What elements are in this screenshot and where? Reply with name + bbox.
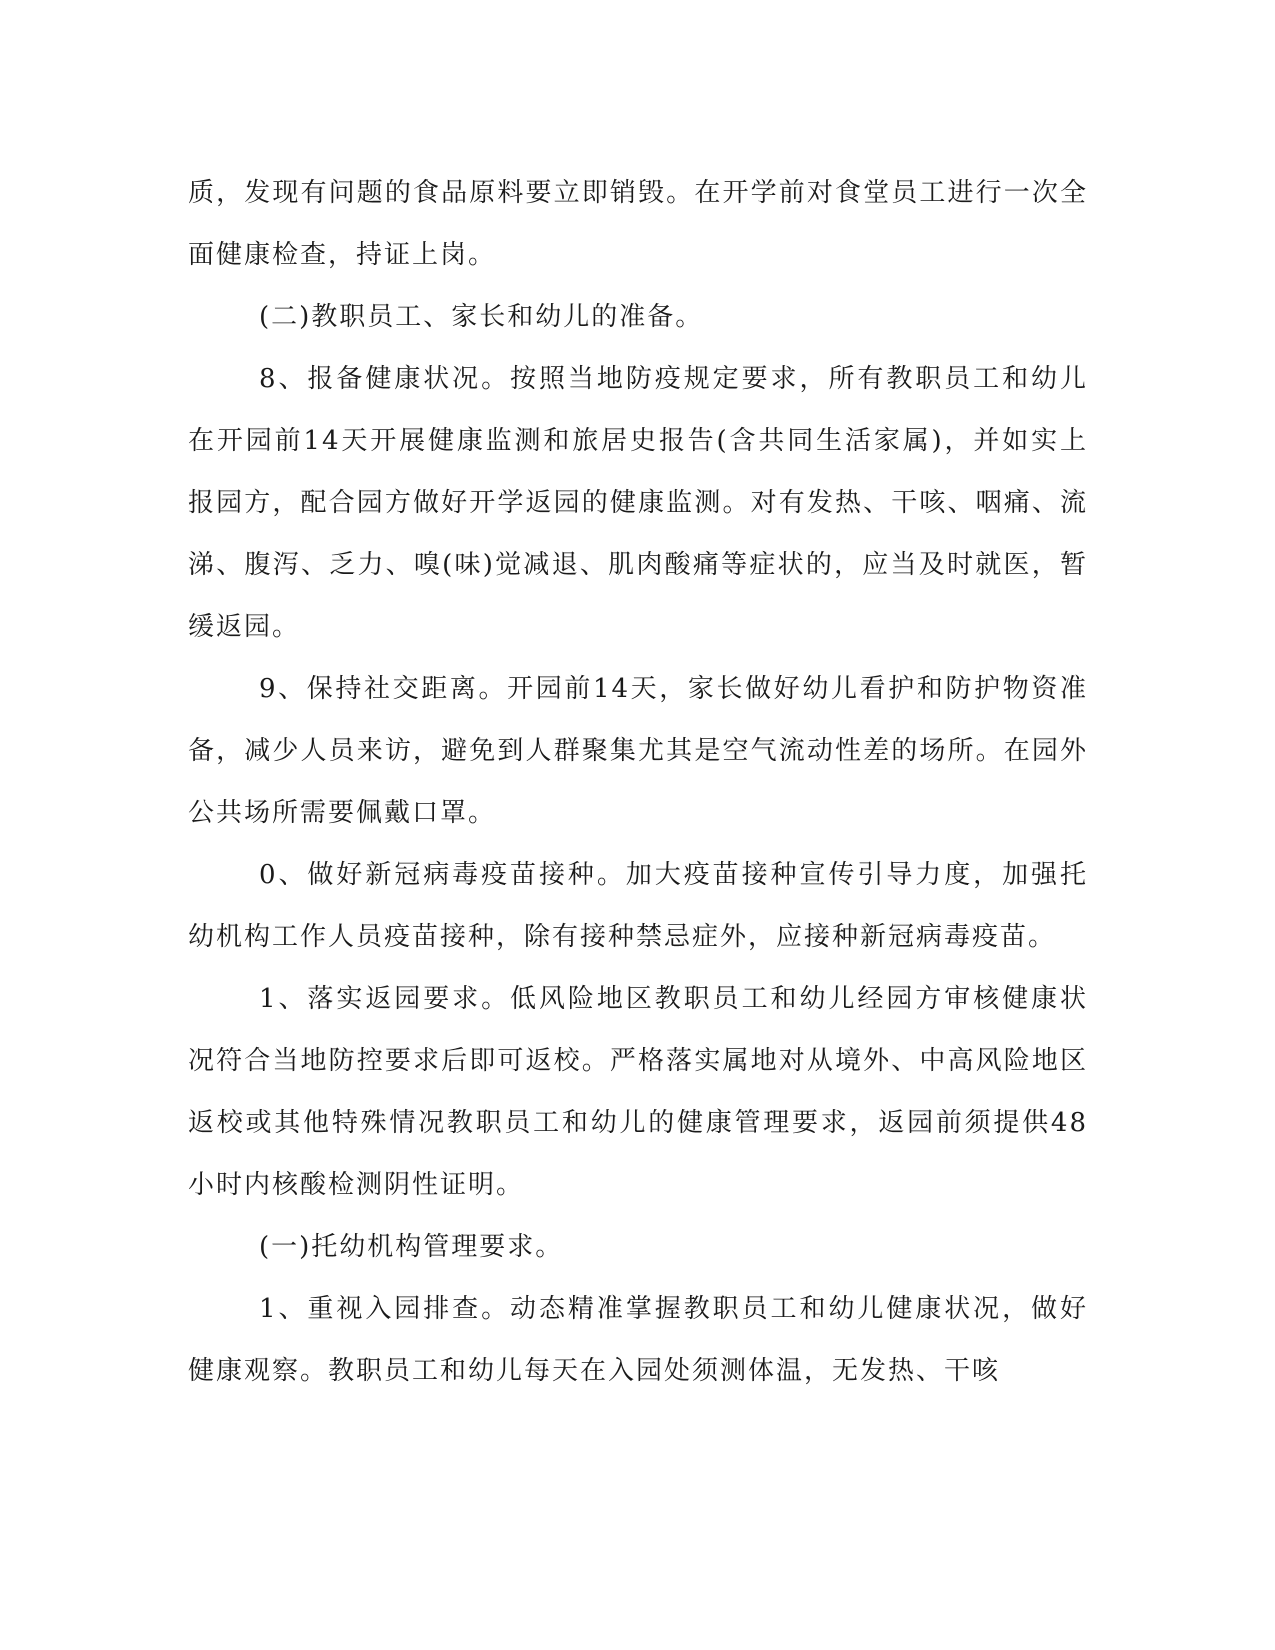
document-body — [188, 162, 1088, 1402]
paragraph-2-heading: (二)教职员工、家长和幼儿的准备。 — [259, 302, 704, 332]
paragraph-8: 1、重视入园排查。动态精准掌握教职员工和幼儿健康状况，做好健康观察。教职员工和幼儿每天在入园处须测体温，无发热、干咳 — [188, 1294, 1088, 1386]
paragraph-6: 1、落实返园要求。低风险地区教职员工和幼儿经园方审核健康状况符合当地防控要求后即可返校。严格落实属地对从境外、中高风险地区返校或其他特殊情况教职员工和幼儿的健康管理要求，返园前须提供48小时内核酸检测阴性证明。 — [188, 984, 1088, 1200]
paragraph-3: 8、报备健康状况。按照当地防疫规定要求，所有教职员工和幼儿在开园前14天开展健康监测和旅居史报告(含共同生活家属)，并如实上报园方，配合园方做好开学返园的健康监测。对有发热、干咳、咽痛、流涕、腹泻、乏力、嗅(味)觉减退、肌肉酸痛等症状的，应当及时就医，暂缓返园。 — [188, 364, 1088, 642]
paragraph-1: 质，发现有问题的食品原料要立即销毁。在开学前对食堂员工进行一次全面健康检查，持证上岗。 — [188, 178, 1088, 270]
paragraph-5: 0、做好新冠病毒疫苗接种。加大疫苗接种宣传引导力度，加强托幼机构工作人员疫苗接种，除有接种禁忌症外，应接种新冠病毒疫苗。 — [188, 860, 1088, 952]
paragraph-7-heading: (一)托幼机构管理要求。 — [259, 1232, 564, 1262]
paragraph-4: 9、保持社交距离。开园前14天，家长做好幼儿看护和防护物资准备，减少人员来访，避免到人群聚集尤其是空气流动性差的场所。在园外公共场所需要佩戴口罩。 — [188, 674, 1088, 828]
